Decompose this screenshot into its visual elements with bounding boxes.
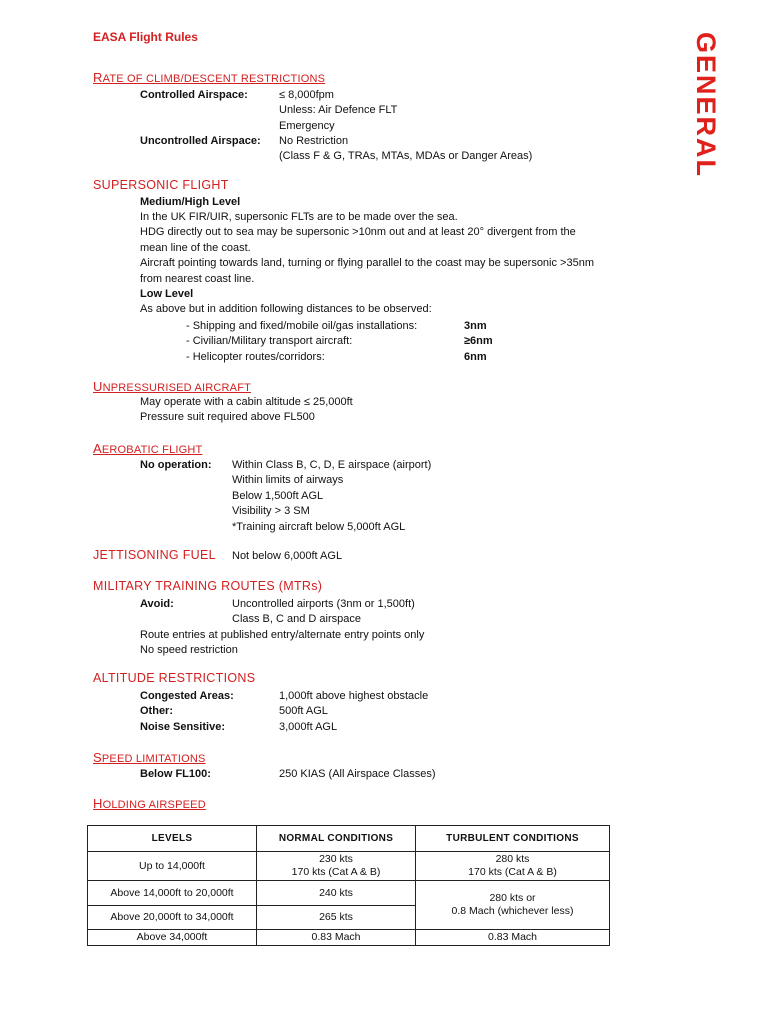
- table-cell: 265 kts: [257, 906, 416, 930]
- supersonic-sub-low: Low Level: [140, 288, 194, 301]
- speed-heading: SPEED LIMITATIONS: [93, 750, 206, 765]
- table-cell: 230 kts 170 kts (Cat A & B): [257, 852, 416, 881]
- controlled-airspace-values: ≤ 8,000fpm Unless: Air Defence FLT Emergency: [279, 89, 398, 132]
- uncontrolled-airspace-values: No Restriction (Class F & G, TRAs, MTAs, MDAs or Danger Areas): [279, 135, 533, 163]
- table-cell: Above 34,000ft: [88, 930, 257, 946]
- supersonic-heading: SUPERSONIC FLIGHT: [93, 178, 229, 192]
- supersonic-medium-text: In the UK FIR/UIR, supersonic FLTs are to be made over the sea. HDG directly out to sea may be supersonic >10nm out and at least 20° divergent from the mean line of the coast. Aircraft pointing towards land, turning or flying parallel to the coast may be supersonic >35nm from nearest coast line. Low Level As above but in addition following distances to be observed:: [140, 211, 594, 316]
- table-header: LEVELS: [88, 826, 257, 852]
- table-cell: 0.83 Mach: [257, 930, 416, 946]
- climb-heading: RATE OF CLIMB/DESCENT RESTRICTIONS: [93, 70, 326, 85]
- jettison-value: Not below 6,000ft AGL: [232, 550, 343, 562]
- holding-airspeed-table: [87, 825, 610, 946]
- table-cell: Above 14,000ft to 20,000ft: [88, 881, 257, 906]
- speed-label: Below FL100:: [140, 768, 211, 780]
- section-side-label: GENERAL: [691, 32, 721, 179]
- holding-heading: HOLDING AIRSPEED: [93, 796, 206, 811]
- altitude-values: 1,000ft above highest obstacle 500ft AGL 3,000ft AGL: [279, 690, 429, 733]
- table-row: [88, 930, 610, 946]
- table-cell: 240 kts: [257, 881, 416, 906]
- unpressurised-heading: UNPRESSURISED AIRCRAFT: [93, 379, 252, 394]
- document-title: EASA Flight Rules: [93, 30, 198, 44]
- supersonic-sub-medium: Medium/High Level: [140, 196, 241, 208]
- table-cell: 0.83 Mach: [416, 930, 610, 946]
- supersonic-distance-labels: - Shipping and fixed/mobile oil/gas installations: - Civilian/Military transport aircraft: - Helicopter routes/corridors:: [186, 320, 418, 363]
- table-cell: 280 kts 170 kts (Cat A & B): [416, 852, 610, 881]
- table-header: TURBULENT CONDITIONS: [416, 826, 610, 852]
- aerobatic-values: Within Class B, C, D, E airspace (airport) Within limits of airways Below 1,500ft AGL Visibility > 3 SM *Training aircraft below 5,000ft AGL: [232, 459, 432, 533]
- table-cell: Above 20,000ft to 34,000ft: [88, 906, 257, 930]
- mtr-avoid-values: Uncontrolled airports (3nm or 1,500ft) Class B, C and D airspace: [232, 598, 415, 626]
- table-cell: Up to 14,000ft: [88, 852, 257, 881]
- altitude-heading: ALTITUDE RESTRICTIONS: [93, 671, 256, 685]
- altitude-labels: Congested Areas: Other: Noise Sensitive:: [140, 690, 234, 733]
- jettison-heading: JETTISONING FUEL: [93, 548, 216, 562]
- unpressurised-text: May operate with a cabin altitude ≤ 25,000ft Pressure suit required above FL500: [140, 396, 353, 424]
- controlled-airspace-label: Controlled Airspace:: [140, 89, 248, 101]
- table-row: [88, 881, 610, 906]
- speed-value: 250 KIAS (All Airspace Classes): [279, 768, 436, 780]
- mtr-heading: MILITARY TRAINING ROUTES (MTRs): [93, 579, 323, 593]
- uncontrolled-airspace-label: Uncontrolled Airspace:: [140, 135, 261, 147]
- aerobatic-heading: AEROBATIC FLIGHT: [93, 441, 203, 456]
- table-row: [88, 852, 610, 881]
- mtr-notes: Route entries at published entry/alternate entry points only No speed restriction: [140, 629, 425, 657]
- aerobatic-label: No operation:: [140, 459, 212, 471]
- table-header-row: [88, 826, 610, 852]
- supersonic-distance-values: 3nm ≥6nm 6nm: [464, 320, 493, 363]
- table-cell: 280 kts or 0.8 Mach (whichever less): [416, 881, 610, 930]
- mtr-avoid-label: Avoid:: [140, 598, 174, 610]
- table-header: NORMAL CONDITIONS: [257, 826, 416, 852]
